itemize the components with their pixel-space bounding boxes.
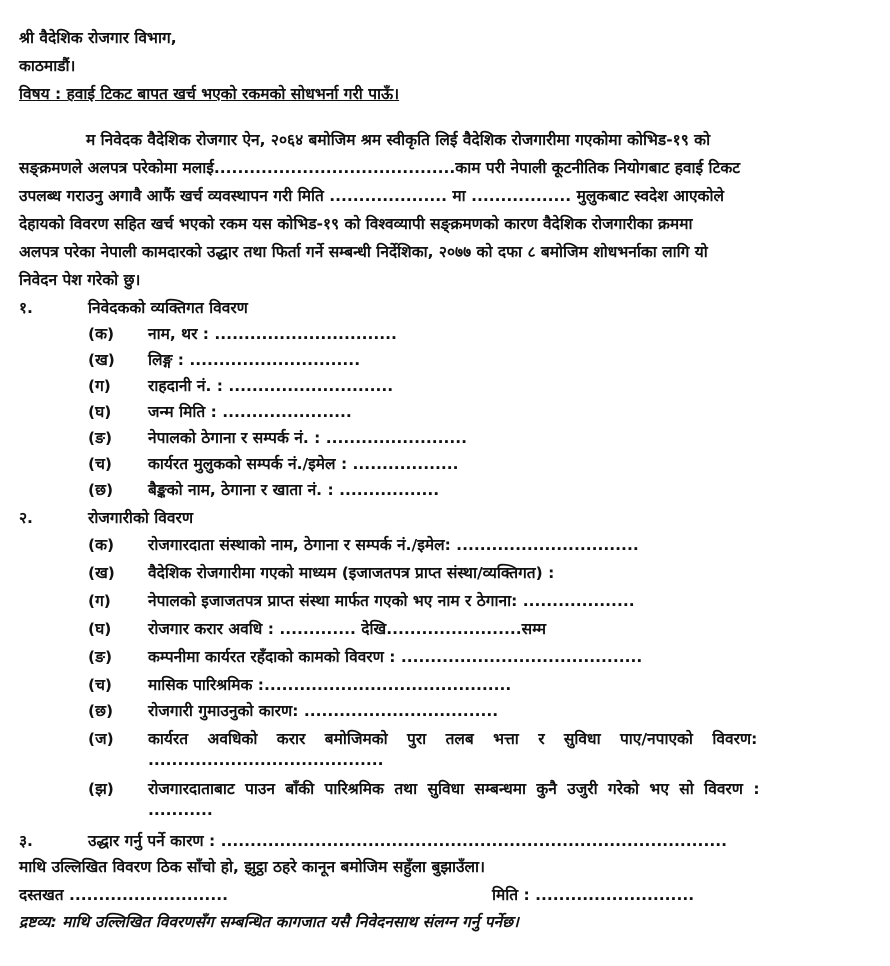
declaration: माथि उल्लिखित विवरण ठिक साँचो हो, झुट्ठा ठहरे कानून बमोजिम सहुँला बुझाउँला। bbox=[19, 858, 485, 876]
s2-item-salary-benefits-continuation: ........................................ bbox=[148, 751, 384, 769]
s1-item-key: (ख) bbox=[88, 351, 115, 369]
s2-item-complaint bbox=[148, 777, 760, 799]
intro-line-2: सङ्क्रमणले अलपत्र परेकोमा मलाई.........................................काम परी नेपाली कूटनीतिक नियोगबाट हवाई टिकट bbox=[19, 159, 741, 177]
s1-item-key: (क) bbox=[88, 325, 115, 343]
intro-line-3: उपलब्ध गराउनु अगावै आफैं खर्च व्यवस्थापन गरी मिति .................... मा ................. मुलुकबाट स्वदेश आएकोले bbox=[19, 187, 724, 205]
s2-item-key: (छ) bbox=[88, 702, 114, 720]
s1-item-key: (छ) bbox=[88, 481, 114, 499]
section-2-title: रोजगारीको विवरण bbox=[88, 509, 194, 527]
s2-item-complaint-text: रोजगारदाताबाट पाउन बाँकी पारिश्रमिक तथा सुविधा सम्बन्धमा कुनै उजुरी गरेको भए सो विवरण : bbox=[148, 780, 760, 798]
section-1-title: निवेदकको व्यक्तिगत विवरण bbox=[88, 299, 248, 317]
s2-item-job-description: कम्पनीमा कार्यरत रहँदाको कामको विवरण : ......................................... bbox=[148, 648, 643, 666]
address-line-2: काठमाडौं। bbox=[19, 57, 76, 75]
s2-item-complaint-continuation: ........... bbox=[148, 801, 213, 819]
s2-item-medium: वैदेशिक रोजगारीमा गएको माध्यम (इजाजतपत्र प्राप्त संस्था/व्यक्तिगत) : bbox=[148, 564, 555, 582]
s2-item-key: (क) bbox=[88, 536, 115, 554]
s1-item-name: नाम, थर : ............................... bbox=[148, 325, 397, 343]
s1-item-foreign-contact: कार्यरत मुलुकको सम्पर्क नं./इमेल : .................. bbox=[148, 455, 459, 473]
intro-line-4: देहायको विवरण सहित खर्च भएको रकम यस कोभिड-१९ को विश्वव्यापी सङ्क्रमणको कारण वैदेशिक रोजगारीका क्रममा bbox=[19, 215, 693, 233]
s2-item-salary-benefits-text: कार्यरत अवधिको करार बमोजिमको पुरा तलब भत्ता र सुविधा पाए/नपाएको विवरण: bbox=[148, 730, 758, 748]
section-3-rescue-reason: उद्धार गर्नु पर्ने कारण : ...................................................................................... bbox=[88, 832, 727, 850]
s2-item-key: (झ) bbox=[88, 780, 114, 798]
s2-item-key: (ग) bbox=[88, 592, 111, 610]
address-line-1: श्री वैदेशिक रोजगार विभाग, bbox=[19, 29, 177, 47]
subject-line: विषय : हवाई टिकट बापत खर्च भएको रकमको सोधभर्ना गरी पाऊँ। bbox=[19, 85, 400, 103]
note: द्रष्टव्य: माथि उल्लिखित विवरणसँग सम्बन्धित कागजात यसै निवेदनसाथ संलग्न गर्नु पर्नेछ। bbox=[19, 913, 519, 931]
s1-item-bank: बैङ्कको नाम, ठेगाना र खाता नं. : ................. bbox=[148, 481, 440, 499]
intro-line-1: म निवेदक वैदेशिक रोजगार ऐन, २०६४ बमोजिम श्रम स्वीकृति लिई वैदेशिक रोजगारीमा गएकोमा कोभिड-१९ को bbox=[86, 131, 711, 149]
s2-item-salary: मासिक पारिश्रमिक :.......................................... bbox=[148, 676, 512, 694]
date-field: मिति : ........................... bbox=[492, 886, 695, 904]
s1-item-key: (घ) bbox=[88, 403, 112, 421]
s1-item-dob: जन्म मिति : ...................... bbox=[148, 403, 352, 421]
s1-item-nepal-address: नेपालको ठेगाना र सम्पर्क नं. : ........................ bbox=[148, 429, 468, 447]
signature-field: दस्तखत ........................... bbox=[19, 886, 228, 904]
s2-item-key: (ङ) bbox=[88, 648, 113, 666]
s2-item-employer: रोजगारदाता संस्थाको नाम, ठेगाना र सम्पर्क नं./इमेल: ............................... bbox=[148, 536, 639, 554]
s2-item-key: (च) bbox=[88, 676, 113, 694]
section-1-number: १. bbox=[19, 299, 33, 317]
s2-item-key: (ख) bbox=[88, 564, 115, 582]
intro-line-6: निवेदन पेश गरेको छु। bbox=[19, 271, 141, 289]
s1-item-key: (ङ) bbox=[88, 429, 113, 447]
section-3-number: ३. bbox=[19, 832, 33, 850]
s2-item-salary-benefits bbox=[148, 727, 870, 749]
s2-item-contract-period: रोजगार करार अवधि : ............. देखि.......................सम्म bbox=[148, 620, 547, 638]
s1-item-key: (ग) bbox=[88, 377, 111, 395]
s2-item-key: (ज) bbox=[88, 730, 114, 748]
intro-line-5: अलपत्र परेका नेपाली कामदारको उद्धार तथा फिर्ता गर्ने सम्बन्धी निर्देशिका, २०७७ को दफा ८ बमोजिम शोधभर्नाका लागि यो bbox=[19, 243, 708, 261]
s2-item-agency: नेपालको इजाजतपत्र प्राप्त संस्था मार्फत गएको भए नाम र ठेगाना: ................... bbox=[148, 592, 635, 610]
s1-item-gender: लिङ्ग : ............................. bbox=[148, 351, 361, 369]
s1-item-passport: राहदानी नं. : ............................ bbox=[148, 377, 394, 395]
s1-item-key: (च) bbox=[88, 455, 113, 473]
section-2-number: २. bbox=[19, 509, 33, 527]
s2-item-key: (घ) bbox=[88, 620, 112, 638]
s2-item-job-loss-reason: रोजगारी गुमाउनुको कारण: ................................. bbox=[148, 702, 499, 720]
